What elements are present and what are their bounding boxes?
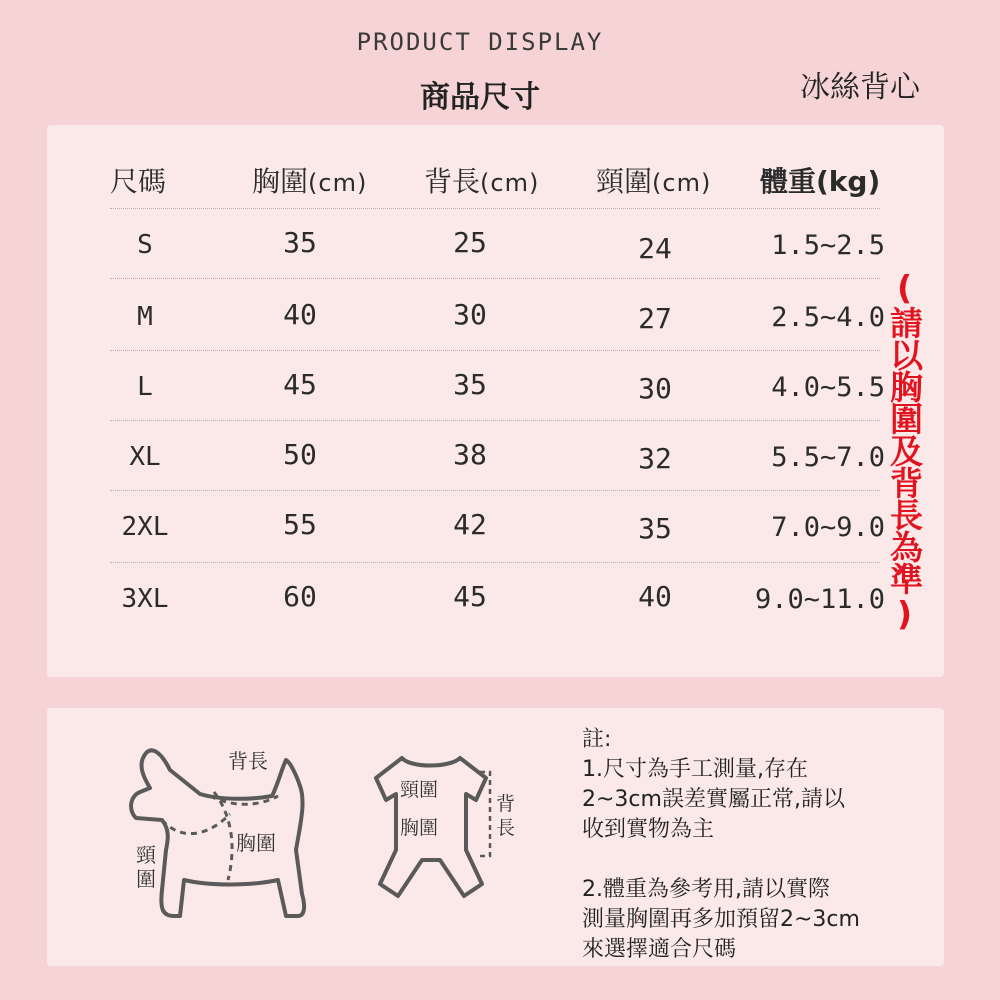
row-divider [110, 278, 880, 279]
dog-back-label: 背長 [228, 749, 268, 773]
cell-chest: 50 [283, 438, 317, 471]
cell-chest: 35 [283, 226, 317, 259]
cell-chest: 60 [283, 580, 317, 613]
note-line: 1.尺寸為手工測量,存在 [582, 757, 808, 782]
row-divider [110, 208, 880, 209]
cell-neck: 27 [638, 302, 672, 335]
cell-back: 30 [453, 298, 487, 331]
dog-outline-icon [131, 750, 304, 916]
garment-back-label-1: 背 [496, 793, 516, 815]
cell-neck: 24 [638, 232, 672, 265]
cell-chest: 40 [283, 298, 317, 331]
dog-chest-label: 胸圍 [236, 831, 276, 855]
cell-size: L [137, 372, 153, 402]
header-neck-label: 頸圍 [596, 165, 653, 198]
header-back-label: 背長 [424, 165, 481, 198]
header-chest-label: 胸圍 [252, 165, 309, 198]
cell-size: S [137, 230, 153, 260]
cell-weight: 5.5~7.0 [771, 442, 885, 473]
dog-neck-label-2: 圍 [136, 867, 156, 891]
cell-size: M [137, 302, 153, 332]
note-line: 收到實物為主 [582, 817, 715, 842]
cell-neck: 30 [638, 372, 672, 405]
cell-back: 42 [453, 508, 487, 541]
dog-neck-label-1: 頸 [136, 843, 156, 867]
header-back [424, 160, 539, 200]
cell-back: 35 [453, 368, 487, 401]
cell-size: XL [129, 442, 161, 472]
measurement-priority-note: (請以胸圍及背長為準) [885, 268, 924, 632]
note-line: 來選擇適合尺碼 [582, 937, 737, 962]
row-divider [110, 562, 880, 563]
product-name: 冰絲背心 [800, 70, 920, 105]
header-chest-unit: (cm) [308, 169, 368, 197]
row-divider [110, 350, 880, 351]
header-size: 尺碼 [110, 165, 167, 198]
header-english-title: PRODUCT DISPLAY [356, 28, 604, 56]
cell-weight: 2.5~4.0 [771, 302, 885, 333]
cell-neck: 35 [638, 512, 672, 545]
cell-weight: 7.0~9.0 [771, 512, 885, 543]
measurement-diagram [110, 730, 550, 950]
garment-neck-label: 頸圍 [400, 779, 439, 801]
garment-chest-label: 胸圍 [400, 817, 439, 839]
note-line: 2~3cm誤差實屬正常,請以 [582, 787, 845, 812]
cell-back: 25 [453, 226, 487, 259]
header-back-unit: (cm) [480, 169, 540, 197]
cell-chest: 55 [283, 508, 317, 541]
cell-neck: 32 [638, 442, 672, 475]
cell-chest: 45 [283, 368, 317, 401]
cell-back: 45 [453, 580, 487, 613]
notes-title: 註: [582, 727, 612, 752]
cell-weight: 1.5~2.5 [771, 230, 885, 261]
header-chest [252, 160, 367, 200]
garment-back-label-2: 長 [496, 817, 516, 839]
header-neck [596, 160, 711, 200]
cell-weight: 9.0~11.0 [754, 584, 885, 615]
header-weight: 體重(kg) [760, 165, 881, 198]
header-neck-unit: (cm) [652, 169, 712, 197]
cell-neck: 40 [638, 580, 672, 613]
note-line: 2.體重為參考用,請以實際 [582, 877, 830, 902]
cell-size: 3XL [121, 584, 169, 614]
cell-back: 38 [453, 438, 487, 471]
row-divider [110, 420, 880, 421]
row-divider [110, 490, 880, 491]
header-chinese-title: 商品尺寸 [420, 80, 540, 115]
note-line: 測量胸圍再多加預留2~3cm [582, 907, 860, 932]
cell-weight: 4.0~5.5 [771, 372, 885, 403]
cell-size: 2XL [121, 512, 169, 542]
